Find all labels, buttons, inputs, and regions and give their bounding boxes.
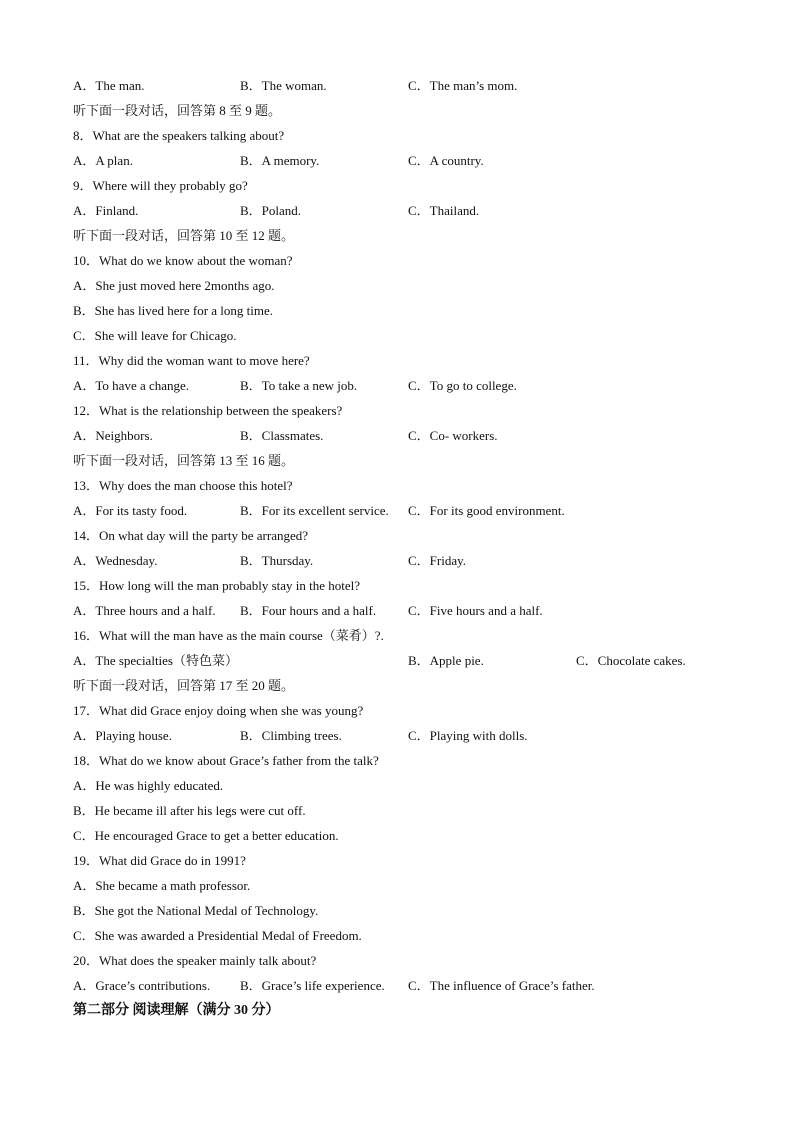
question-line: 14．On what day will the party be arranged? <box>73 528 309 543</box>
question-line: 10．What do we know about the woman? <box>73 253 293 268</box>
option-b: B．Classmates. <box>240 428 324 443</box>
answer-option-line: C．She was awarded a Presidential Medal of Freedom. <box>73 928 362 943</box>
option-b: B．For its excellent service. <box>240 503 389 518</box>
question-line: 19．What did Grace do in 1991? <box>73 853 246 868</box>
option-c: C．A country. <box>408 153 484 168</box>
instruction-line: 听下面一段对话，回答第 8 至 9 题。 <box>73 103 282 118</box>
instruction-line: 听下面一段对话，回答第 13 至 16 题。 <box>73 453 295 468</box>
option-c: C．The influence of Grace’s father. <box>408 978 595 993</box>
option-b: B．The woman. <box>240 78 327 93</box>
option-a: A．Three hours and a half. <box>73 603 216 618</box>
option-b: B．Grace’s life experience. <box>240 978 385 993</box>
option-b: B．Four hours and a half. <box>240 603 377 618</box>
question-line: 13．Why does the man choose this hotel? <box>73 478 293 493</box>
option-a: A．The specialties（特色菜） <box>73 653 238 668</box>
question-line: 16．What will the man have as the main course（菜肴）?. <box>73 628 384 643</box>
option-c: C．Chocolate cakes. <box>576 653 686 668</box>
option-a: A．To have a change. <box>73 378 190 393</box>
option-c: C．The man’s mom. <box>408 78 518 93</box>
answer-option-line: B．She got the National Medal of Technology. <box>73 903 319 918</box>
option-b: B．Apple pie. <box>408 653 484 668</box>
options-row <box>73 974 754 998</box>
question-line: 12．What is the relationship between the speakers? <box>73 403 343 418</box>
option-a: A．Neighbors. <box>73 428 153 443</box>
question-line: 11．Why did the woman want to move here? <box>73 353 310 368</box>
instruction-line: 听下面一段对话，回答第 17 至 20 题。 <box>73 678 295 693</box>
answer-option-line: C．She will leave for Chicago. <box>73 328 237 343</box>
question-line: 8．What are the speakers talking about? <box>73 128 285 143</box>
option-b: B．To take a new job. <box>240 378 358 393</box>
option-b: B．Climbing trees. <box>240 728 342 743</box>
options-row <box>73 149 754 173</box>
option-c: C．Playing with dolls. <box>408 728 528 743</box>
option-a: A．For its tasty food. <box>73 503 188 518</box>
answer-option-line: A．She just moved here 2months ago. <box>73 278 275 293</box>
option-b: B．Thursday. <box>240 553 314 568</box>
options-row <box>73 424 754 448</box>
instruction-line: 听下面一段对话，回答第 10 至 12 题。 <box>73 228 295 243</box>
options-row <box>73 649 754 673</box>
options-row <box>73 199 754 223</box>
question-line: 17．What did Grace enjoy doing when she was young? <box>73 703 364 718</box>
options-row <box>73 599 754 623</box>
options-row <box>73 724 754 748</box>
section-heading: 第二部分 阅读理解（满分 30 分） <box>73 1003 280 1018</box>
options-row <box>73 499 754 523</box>
answer-option-line: B．She has lived here for a long time. <box>73 303 274 318</box>
answer-option-line: B．He became ill after his legs were cut off. <box>73 803 306 818</box>
question-line: 18．What do we know about Grace’s father from the talk? <box>73 753 379 768</box>
question-line: 9．Where will they probably go? <box>73 178 248 193</box>
option-a: A．Finland. <box>73 203 139 218</box>
options-row <box>73 549 754 573</box>
question-line: 20．What does the speaker mainly talk about? <box>73 953 317 968</box>
option-c: C．Five hours and a half. <box>408 603 543 618</box>
answer-option-line: A．She became a math professor. <box>73 878 251 893</box>
option-a: A．Grace’s contributions. <box>73 978 211 993</box>
question-line: 15．How long will the man probably stay in the hotel? <box>73 578 361 593</box>
option-a: A．Playing house. <box>73 728 172 743</box>
option-c: C．Friday. <box>408 553 467 568</box>
option-c: C．To go to college. <box>408 378 517 393</box>
option-a: A．The man. <box>73 78 145 93</box>
answer-option-line: C．He encouraged Grace to get a better education. <box>73 828 339 843</box>
option-c: C．For its good environment. <box>408 503 565 518</box>
option-c: C．Thailand. <box>408 203 480 218</box>
answer-option-line: A．He was highly educated. <box>73 778 224 793</box>
option-a: A．A plan. <box>73 153 133 168</box>
option-b: B．Poland. <box>240 203 302 218</box>
option-a: A．Wednesday. <box>73 553 158 568</box>
options-row <box>73 74 754 98</box>
option-b: B．A memory. <box>240 153 320 168</box>
option-c: C．Co- workers. <box>408 428 498 443</box>
options-row <box>73 374 754 398</box>
